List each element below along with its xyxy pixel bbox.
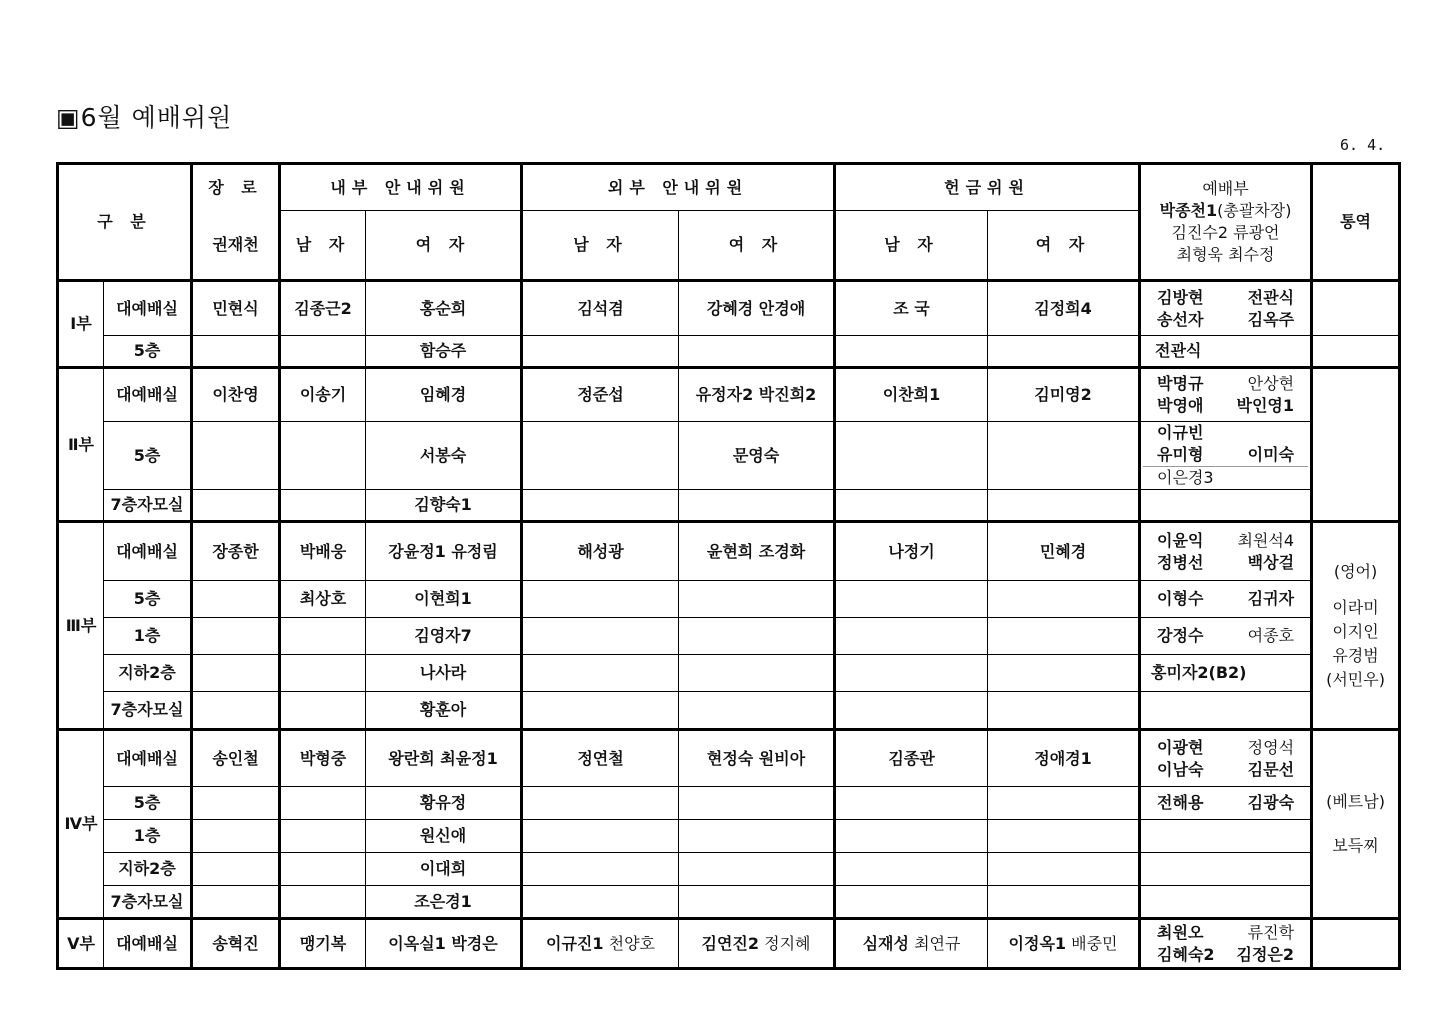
inner-male-cell (280, 886, 366, 919)
inner-female-cell: 서봉숙 (366, 422, 522, 490)
location: 5층 (104, 336, 192, 368)
inner-female-cell: 원신애 (366, 820, 522, 853)
offering-male-cell: 심재성 최연규 (835, 919, 988, 969)
inner-male-cell: 김종근2 (280, 281, 366, 336)
outer-female-cell (679, 655, 835, 692)
section-label-3: Ⅲ부 (58, 522, 104, 730)
page-title: ▣6월 예배위원 (56, 103, 233, 132)
worship-dept-cell (1140, 490, 1312, 522)
inner-female-cell: 황훈아 (366, 692, 522, 730)
interp-cell (1312, 368, 1400, 522)
inner-male-cell (280, 490, 366, 522)
elder-cell (192, 490, 280, 522)
location: 대예배실 (104, 281, 192, 336)
inner-male-cell (280, 655, 366, 692)
header-inner-male: 남 자 (280, 211, 366, 281)
outer-female-cell (679, 618, 835, 655)
worship-dept-cell: 이광현 정영석 이남숙 김문선 (1140, 730, 1312, 787)
outer-male-cell: 정준섭 (522, 368, 679, 422)
inner-male-cell: 박배웅 (280, 522, 366, 581)
header-interp: 통역 (1312, 164, 1400, 281)
offering-male-cell: 조 국 (835, 281, 988, 336)
header-outer-female: 여 자 (679, 211, 835, 281)
worship-dept-cell: 홍미자2(B2) (1140, 655, 1312, 692)
worship-dept-cell (1140, 692, 1312, 730)
offering-male-cell: 김종관 (835, 730, 988, 787)
inner-male-cell: 최상호 (280, 581, 366, 618)
outer-male-cell (522, 853, 679, 886)
location: 대예배실 (104, 919, 192, 969)
inner-female-cell: 김향숙1 (366, 490, 522, 522)
outer-male-cell (522, 692, 679, 730)
offering-female-cell (988, 820, 1140, 853)
offering-female-cell (988, 490, 1140, 522)
header-inner: 내부 안내위원 (280, 164, 522, 211)
offering-female-cell (988, 581, 1140, 618)
worship-dept-cell: 이윤익 최원석4 정병선 백상걸 (1140, 522, 1312, 581)
header-gubun: 구 분 (58, 164, 192, 281)
offering-male-cell (835, 490, 988, 522)
interp-cell (1312, 919, 1400, 969)
elder-cell (192, 787, 280, 820)
offering-female-cell (988, 618, 1140, 655)
location: 지하2층 (104, 655, 192, 692)
elder-cell (192, 655, 280, 692)
elder-cell (192, 618, 280, 655)
outer-male-cell (522, 618, 679, 655)
header-elder-name: 권재천 (192, 211, 280, 281)
inner-male-cell (280, 422, 366, 490)
elder-cell (192, 581, 280, 618)
section-label-5: Ⅴ부 (58, 919, 104, 969)
inner-female-cell: 나사라 (366, 655, 522, 692)
inner-female-cell: 이대희 (366, 853, 522, 886)
worship-dept-cell: 최원오 류진학 김혜숙2 김정은2 (1140, 919, 1312, 969)
outer-male-cell (522, 655, 679, 692)
outer-male-cell (522, 787, 679, 820)
outer-male-cell (522, 422, 679, 490)
offering-female-cell: 김미영2 (988, 368, 1140, 422)
elder-cell (192, 853, 280, 886)
location: 1층 (104, 618, 192, 655)
elder-cell: 송혁진 (192, 919, 280, 969)
inner-female-cell: 이현희1 (366, 581, 522, 618)
inner-female-cell: 홍순희 (366, 281, 522, 336)
outer-male-cell: 해성광 (522, 522, 679, 581)
outer-male-cell: 이규진1 천양호 (522, 919, 679, 969)
location: 7층자모실 (104, 886, 192, 919)
offering-male-cell (835, 692, 988, 730)
location: 5층 (104, 422, 192, 490)
location: 대예배실 (104, 522, 192, 581)
offering-male-cell (835, 787, 988, 820)
location: 지하2층 (104, 853, 192, 886)
outer-male-cell: 김석겸 (522, 281, 679, 336)
section-label-2: Ⅱ부 (58, 368, 104, 522)
offering-male-cell (835, 853, 988, 886)
date-label: 6. 4. (1340, 136, 1386, 154)
outer-male-cell (522, 490, 679, 522)
inner-male-cell: 박형중 (280, 730, 366, 787)
worship-committee-table (56, 162, 1401, 970)
outer-male-cell (522, 336, 679, 368)
location: 5층 (104, 787, 192, 820)
elder-cell: 민현식 (192, 281, 280, 336)
elder-cell (192, 336, 280, 368)
offering-male-cell (835, 422, 988, 490)
offering-female-cell: 민혜경 (988, 522, 1140, 581)
offering-male-cell (835, 336, 988, 368)
location: 1층 (104, 820, 192, 853)
worship-dept-cell: 김방현 전관식 송선자 김옥주 (1140, 281, 1312, 336)
inner-male-cell (280, 853, 366, 886)
worship-dept-cell: 이규빈 유미형 이미숙 이은경3 (1140, 422, 1312, 490)
offering-male-cell (835, 886, 988, 919)
elder-cell: 이찬영 (192, 368, 280, 422)
outer-female-cell: 문영숙 (679, 422, 835, 490)
elder-cell: 장종한 (192, 522, 280, 581)
offering-female-cell (988, 692, 1140, 730)
inner-female-cell: 함승주 (366, 336, 522, 368)
inner-female-cell: 왕란희 최윤정1 (366, 730, 522, 787)
elder-cell (192, 422, 280, 490)
outer-male-cell (522, 820, 679, 853)
inner-female-cell: 황유정 (366, 787, 522, 820)
location: 대예배실 (104, 730, 192, 787)
worship-dept-cell: 이형수 김귀자 (1140, 581, 1312, 618)
elder-cell (192, 820, 280, 853)
offering-female-cell (988, 886, 1140, 919)
outer-female-cell: 김연진2 정지혜 (679, 919, 835, 969)
location: 7층자모실 (104, 692, 192, 730)
location: 5층 (104, 581, 192, 618)
offering-female-cell: 정애경1 (988, 730, 1140, 787)
header-outer-male: 남 자 (522, 211, 679, 281)
inner-female-cell: 조은경1 (366, 886, 522, 919)
inner-male-cell: 맹기복 (280, 919, 366, 969)
elder-cell (192, 692, 280, 730)
outer-female-cell (679, 692, 835, 730)
elder-cell: 송인철 (192, 730, 280, 787)
offering-female-cell (988, 336, 1140, 368)
inner-male-cell (280, 787, 366, 820)
interp-cell (1312, 281, 1400, 336)
inner-male-cell (280, 692, 366, 730)
offering-male-cell (835, 581, 988, 618)
offering-male-cell: 이찬희1 (835, 368, 988, 422)
worship-dept-cell: 전해용 김광숙 (1140, 787, 1312, 820)
inner-male-cell: 이송기 (280, 368, 366, 422)
outer-female-cell: 강혜경 안경애 (679, 281, 835, 336)
header-elder: 장 로 (192, 164, 280, 211)
elder-cell (192, 886, 280, 919)
offering-female-cell (988, 787, 1140, 820)
offering-male-cell: 나정기 (835, 522, 988, 581)
outer-female-cell (679, 581, 835, 618)
worship-dept-cell (1140, 853, 1312, 886)
worship-dept-cell (1140, 820, 1312, 853)
interp-cell: (베트남) 보득찌 (1312, 730, 1400, 919)
section-label-4: Ⅳ부 (58, 730, 104, 919)
inner-male-cell (280, 336, 366, 368)
inner-female-cell: 이옥실1 박경은 (366, 919, 522, 969)
outer-male-cell: 정연철 (522, 730, 679, 787)
outer-female-cell: 현정숙 원비아 (679, 730, 835, 787)
worship-dept-cell: 강정수 여종호 (1140, 618, 1312, 655)
location: 7층자모실 (104, 490, 192, 522)
offering-female-cell: 김정희4 (988, 281, 1140, 336)
interp-cell: (영어) 이라미 이지인 유경범 (서민우) (1312, 522, 1400, 730)
inner-male-cell (280, 820, 366, 853)
header-worship-dept: 예배부 박종천1(총괄차장) 김진수2 류광언 최형욱 최수정 (1140, 164, 1312, 281)
outer-female-cell (679, 490, 835, 522)
offering-male-cell (835, 820, 988, 853)
offering-female-cell (988, 655, 1140, 692)
outer-female-cell: 윤현희 조경화 (679, 522, 835, 581)
offering-male-cell (835, 618, 988, 655)
inner-male-cell (280, 618, 366, 655)
outer-female-cell (679, 787, 835, 820)
header-offering-male: 남 자 (835, 211, 988, 281)
outer-female-cell: 유정자2 박진희2 (679, 368, 835, 422)
offering-male-cell (835, 655, 988, 692)
outer-female-cell (679, 336, 835, 368)
offering-female-cell (988, 853, 1140, 886)
offering-female-cell (988, 422, 1140, 490)
worship-dept-cell (1140, 886, 1312, 919)
outer-female-cell (679, 886, 835, 919)
worship-dept-cell: 전관식 (1140, 336, 1312, 368)
inner-female-cell: 김영자7 (366, 618, 522, 655)
outer-male-cell (522, 886, 679, 919)
header-outer: 외부 안내위원 (522, 164, 835, 211)
header-offering: 헌금위원 (835, 164, 1140, 211)
outer-female-cell (679, 820, 835, 853)
outer-female-cell (679, 853, 835, 886)
worship-dept-cell: 박명규 안상현 박영애 박인영1 (1140, 368, 1312, 422)
inner-female-cell: 강윤정1 유정림 (366, 522, 522, 581)
outer-male-cell (522, 581, 679, 618)
inner-female-cell: 임혜경 (366, 368, 522, 422)
header-offering-female: 여 자 (988, 211, 1140, 281)
section-label-1: Ⅰ부 (58, 281, 104, 368)
header-inner-female: 여 자 (366, 211, 522, 281)
interp-cell (1312, 336, 1400, 368)
location: 대예배실 (104, 368, 192, 422)
offering-female-cell: 이정옥1 배중민 (988, 919, 1140, 969)
